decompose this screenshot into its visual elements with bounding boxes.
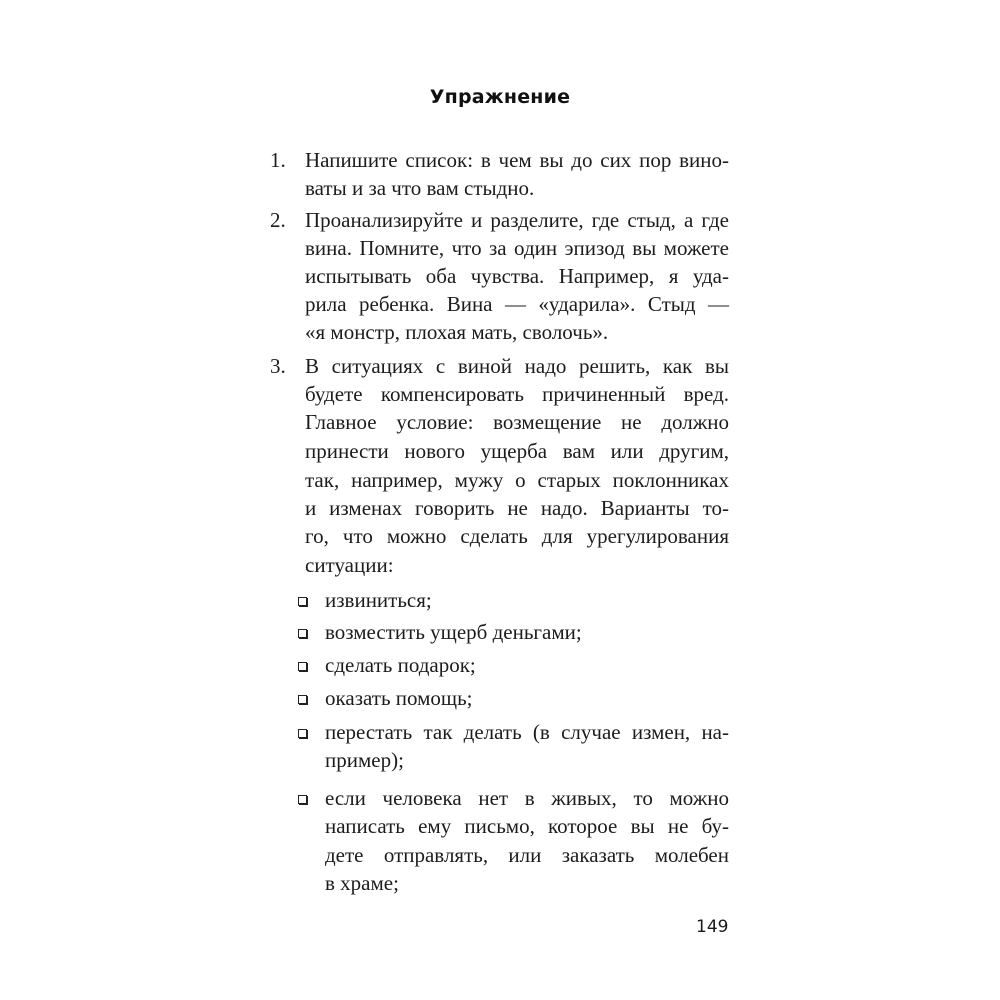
option-line: пример); <box>325 748 404 772</box>
paragraph-line: рила ребенка. Вина — «ударила». Стыд — <box>305 292 729 316</box>
option-line: дете отправлять, или заказать молебен <box>325 843 729 867</box>
list-number: 3. <box>270 354 286 378</box>
page-number: 149 <box>696 917 729 937</box>
paragraph-line: принести нового ущерба вам или другим, <box>305 439 729 463</box>
option-line: оказать помощь; <box>325 686 473 710</box>
option-line: в храме; <box>325 871 399 895</box>
list-number: 2. <box>270 208 286 232</box>
paragraph-line: «я монстр, плохая мать, сволочь». <box>305 320 609 344</box>
option-line: если человека нет в живых, то можно <box>325 786 729 810</box>
option-line: извиниться; <box>325 588 432 612</box>
paragraph-line: так, например, мужу о старых поклонниках <box>305 468 729 492</box>
paragraph-line: го, что можно сделать для урегулирования <box>305 524 729 548</box>
option-line: возместить ущерб деньгами; <box>325 620 582 644</box>
paragraph-line: Напишите список: в чем вы до сих пор вино- <box>305 148 729 172</box>
paragraph-line: ситуации: <box>305 553 394 577</box>
option-line: написать ему письмо, которое вы не бу- <box>325 814 729 838</box>
list-number: 1. <box>270 148 286 172</box>
paragraph-line: испытывать оба чувства. Например, я уда- <box>305 264 729 288</box>
paragraph-line: и изменах говорить не надо. Варианты то- <box>305 496 729 520</box>
paragraph-line: вина. Помните, что за один эпизод вы можете <box>305 236 729 260</box>
paragraph-line: Проанализируйте и разделите, где стыд, а где <box>305 208 729 232</box>
exercise-heading: Упражнение <box>429 86 571 108</box>
checkbox-bullet-icon <box>298 795 307 804</box>
paragraph-line: В ситуациях с виной надо решить, как вы <box>305 354 729 378</box>
checkbox-bullet-icon <box>298 597 307 606</box>
checkbox-bullet-icon <box>298 662 307 671</box>
paragraph-line: Главное условие: возмещение не должно <box>305 410 729 434</box>
paragraph-line: будете компенсировать причиненный вред. <box>305 382 729 406</box>
option-line: сделать подарок; <box>325 653 476 677</box>
checkbox-bullet-icon <box>298 729 307 738</box>
paragraph-line: ваты и за что вам стыдно. <box>305 176 535 200</box>
option-line: перестать так делать (в случае измен, на- <box>325 720 729 744</box>
checkbox-bullet-icon <box>298 695 307 704</box>
checkbox-bullet-icon <box>298 629 307 638</box>
